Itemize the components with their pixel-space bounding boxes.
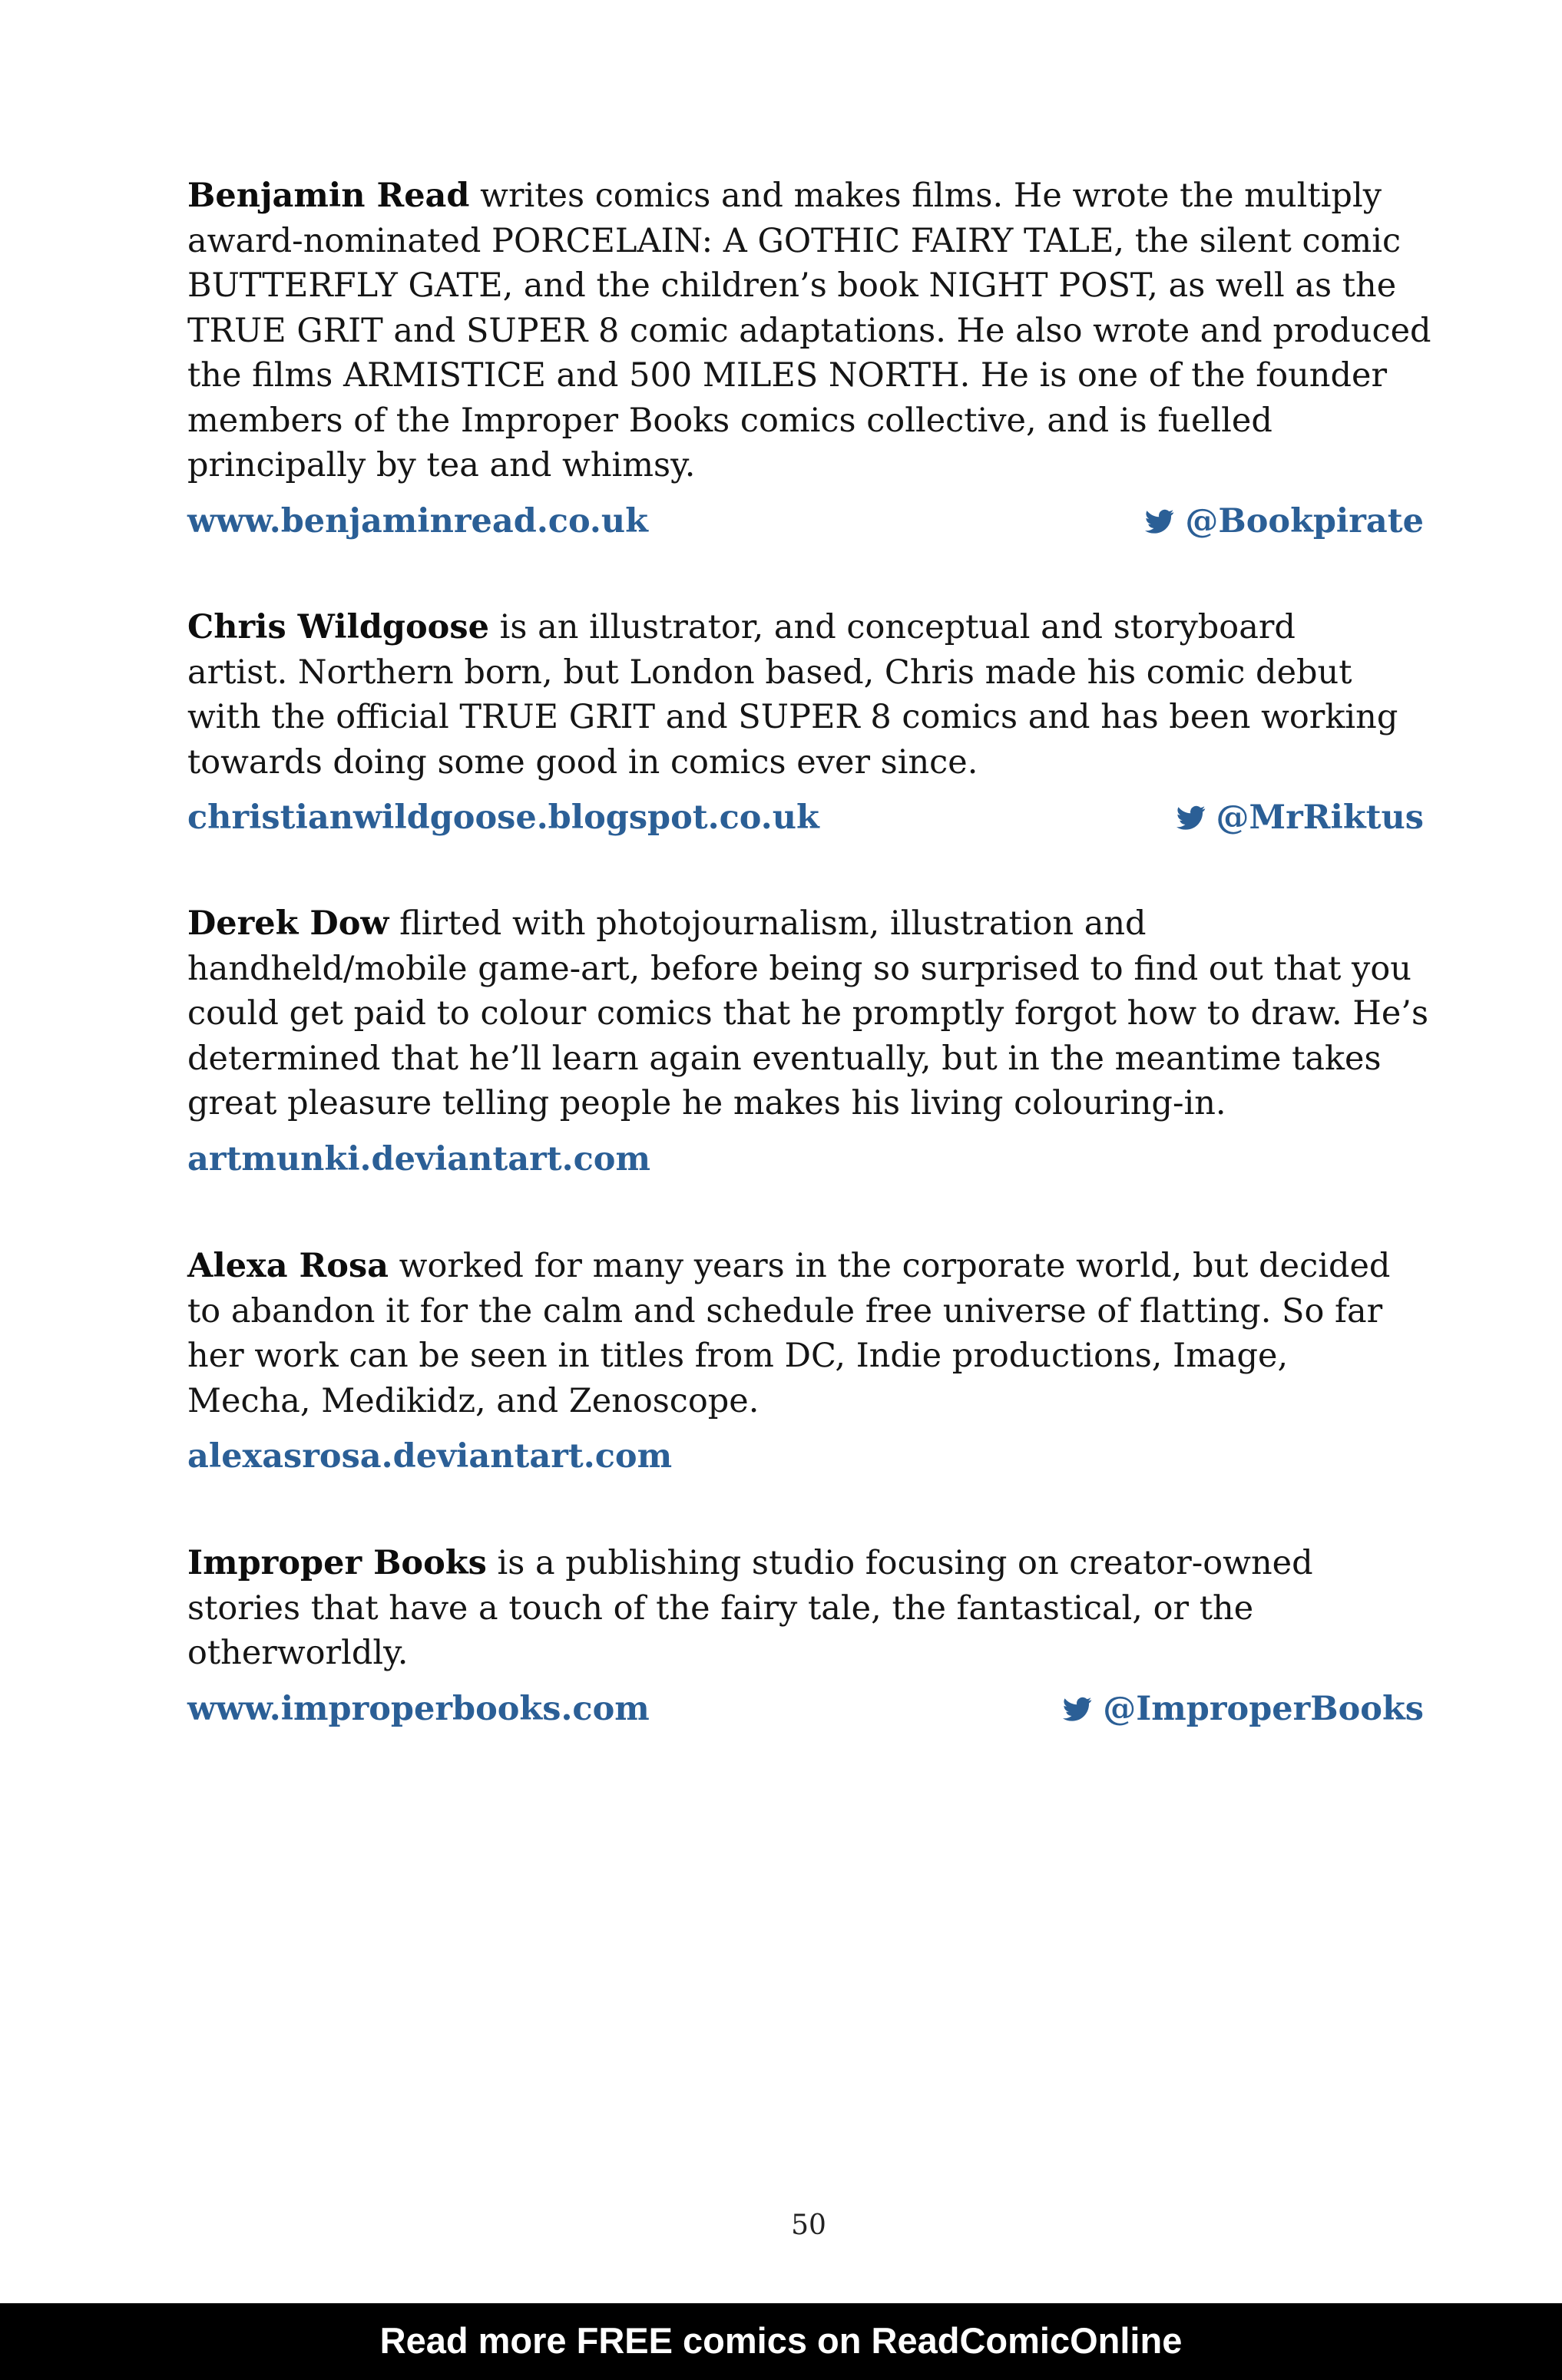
bio-name: Alexa Rosa <box>187 1247 389 1285</box>
website-link[interactable]: www.benjaminread.co.uk <box>187 501 648 540</box>
website-link[interactable]: www.improperbooks.com <box>187 1689 650 1728</box>
website-link[interactable]: artmunki.deviantart.com <box>187 1139 650 1178</box>
twitter-link[interactable] <box>1143 502 1424 540</box>
bio-description: flirted with photojournalism, illustration and handheld/mobile game-art, before being so surprised to find out that you could get paid to colour comics that he promptly forgot how to draw. He’s determined that he’ll learn again eventually, but in the meantime takes great pleasure telling people he makes his living colouring-in. <box>187 904 1429 1122</box>
bio-text <box>187 1541 1424 1676</box>
twitter-bird-icon <box>1143 507 1176 536</box>
twitter-handle: @Bookpirate <box>1185 501 1424 540</box>
bio-links <box>187 1140 1424 1178</box>
bio-chris-wildgoose <box>187 605 1424 837</box>
bio-text <box>187 1244 1408 1423</box>
bio-improper-books <box>187 1541 1424 1728</box>
bio-name: Improper Books <box>187 1544 487 1582</box>
bio-name: Derek Dow <box>187 904 389 943</box>
footer-banner[interactable]: Read more FREE comics on ReadComicOnline <box>0 2303 1562 2380</box>
page-number: 50 <box>791 2210 826 2241</box>
bio-description: worked for many years in the corporate world, but decided to abandon it for the calm and schedule free universe of flatting. So far her work can be seen in titles from DC, Indie productions, Image, Mecha, Medikidz, and Zenoscope. <box>187 1247 1391 1420</box>
bio-text <box>187 174 1431 488</box>
website-link[interactable]: alexasrosa.deviantart.com <box>187 1437 673 1476</box>
bio-name: Benjamin Read <box>187 177 470 215</box>
bio-description: writes comics and makes films. He wrote the multiply award-nominated PORCELAIN: A GOTHIC FAIRY TALE, the silent comic BUTTERFLY GATE, and the children’s book NIGHT POST, as well as the TRUE GRIT and SUPER 8 comic adaptations. He also wrote and produced the films ARMISTICE and 500 MILES NORTH. He is one of the founder members of the Improper Books comics collective, and is fuelled principally by tea and whimsy. <box>187 177 1431 484</box>
bio-links <box>187 1690 1424 1728</box>
bio-links <box>187 502 1424 540</box>
bio-text <box>187 901 1431 1126</box>
bio-benjamin-read <box>187 174 1431 540</box>
twitter-bird-icon <box>1061 1694 1094 1724</box>
bio-description: is a publishing studio focusing on creator-owned stories that have a touch of the fairy tale, the fantastical, or the otherworldly. <box>187 1544 1313 1672</box>
bio-alexa-rosa <box>187 1244 1424 1476</box>
bio-name: Chris Wildgoose <box>187 608 489 646</box>
bio-derek-dow <box>187 901 1429 1178</box>
twitter-link[interactable] <box>1061 1690 1424 1728</box>
twitter-handle: @MrRiktus <box>1216 798 1424 837</box>
bio-text <box>187 605 1401 785</box>
bio-links <box>187 798 1424 837</box>
twitter-link[interactable] <box>1175 798 1424 837</box>
bio-links <box>187 1437 1424 1476</box>
twitter-handle: @ImproperBooks <box>1103 1689 1424 1728</box>
twitter-bird-icon <box>1175 803 1207 832</box>
website-link[interactable]: christianwildgoose.blogspot.co.uk <box>187 798 819 837</box>
bio-description: is an illustrator, and conceptual and storyboard artist. Northern born, but London based, Chris made his comic debut with the official TRUE GRIT and SUPER 8 comics and has been working towards doing some good in comics ever since. <box>187 608 1398 782</box>
